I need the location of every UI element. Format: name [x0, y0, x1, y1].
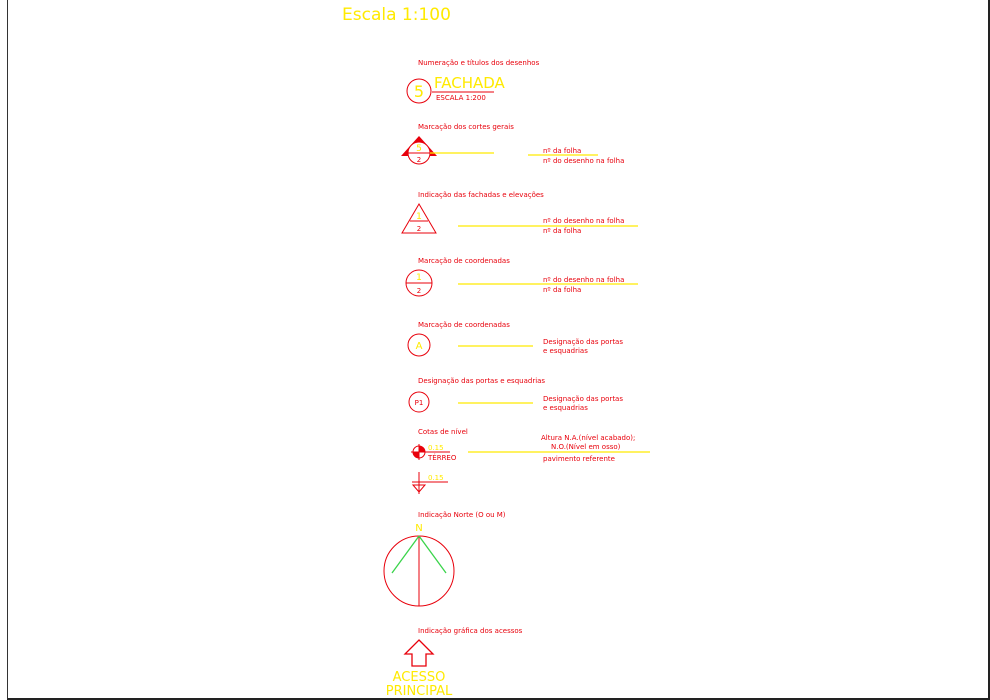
level-value-1: 0.15 [428, 444, 444, 452]
level-marker-fill-b [413, 452, 419, 458]
general-cuts-heading: Marcação dos cortes gerais [418, 123, 514, 131]
door-code: P1 [414, 399, 424, 407]
drawing-scale: ESCALA 1:200 [436, 94, 486, 102]
coordinate-top-number: 1 [416, 273, 422, 283]
axis-letter: A [415, 341, 423, 352]
north-heading: Indicação Norte (O ou M) [418, 511, 506, 519]
door-label-2: e esquadrias [543, 404, 588, 412]
numbering-section [407, 59, 540, 103]
coordinate-label-2: nº da folha [543, 286, 582, 294]
coordinate-bottom-number: 2 [416, 287, 422, 295]
coordinates-2-section [408, 321, 623, 356]
cad-drawing-canvas [8, 0, 990, 700]
coordinates-section [406, 257, 638, 296]
elevation-bottom-number: 2 [416, 225, 422, 233]
north-section [384, 511, 506, 606]
drawing-sheet [7, 0, 990, 700]
level-label-2: N.O.(Nível em osso) [551, 443, 621, 451]
cut-label-2: nº do desenho na folha [543, 157, 625, 165]
levels-heading: Cotas de nível [418, 428, 468, 436]
cut-top-number: 5 [416, 144, 422, 154]
access-line-1: ACESSO [392, 670, 446, 685]
north-arrow-right [419, 536, 446, 573]
axis-label-1: Designação das portas [543, 338, 623, 346]
elevation-top-number: 1 [416, 212, 422, 222]
levels-section [411, 428, 650, 494]
facades-heading: Indicação das fachadas e elevações [418, 191, 544, 199]
cut-label-1: nº da folha [543, 147, 582, 155]
elevation-label-1: nº do desenho na folha [543, 217, 625, 225]
facades-section [402, 191, 638, 235]
access-line-2: PRINCIPAL [385, 684, 453, 699]
door-label-1: Designação das portas [543, 395, 623, 403]
north-arrow-left [392, 536, 419, 573]
axis-label-2: e esquadrias [543, 347, 588, 355]
coordinates-heading: Marcação de coordenadas [418, 257, 510, 265]
access-section [386, 627, 523, 699]
scale-title: Escala 1:100 [342, 5, 451, 25]
drawing-title: FACHADA [434, 74, 505, 92]
coordinates-2-heading: Marcação de coordenadas [418, 321, 510, 329]
numbering-heading: Numeração e títulos dos desenhos [418, 59, 540, 67]
elevation-label-2: nº da folha [543, 227, 582, 235]
coordinate-label-1: nº do desenho na folha [543, 276, 625, 284]
north-letter: N [415, 523, 423, 534]
access-heading: Indicação gráfica dos acessos [418, 627, 523, 635]
level-floor-name: TÉRREO [428, 454, 457, 462]
general-cuts-section [401, 123, 624, 165]
doors-section [409, 377, 623, 412]
level-label-1: Altura N.A.(nível acabado); [541, 434, 636, 442]
access-arrow-icon [405, 640, 433, 666]
doors-heading: Designação das portas e esquadrias [418, 377, 546, 385]
drawing-number: 5 [413, 82, 425, 101]
level-marker-fill-a [419, 446, 425, 452]
cut-bottom-number: 2 [416, 156, 422, 164]
level-label-3: pavimento referente [543, 455, 615, 463]
level-value-2: 0.15 [428, 474, 444, 482]
